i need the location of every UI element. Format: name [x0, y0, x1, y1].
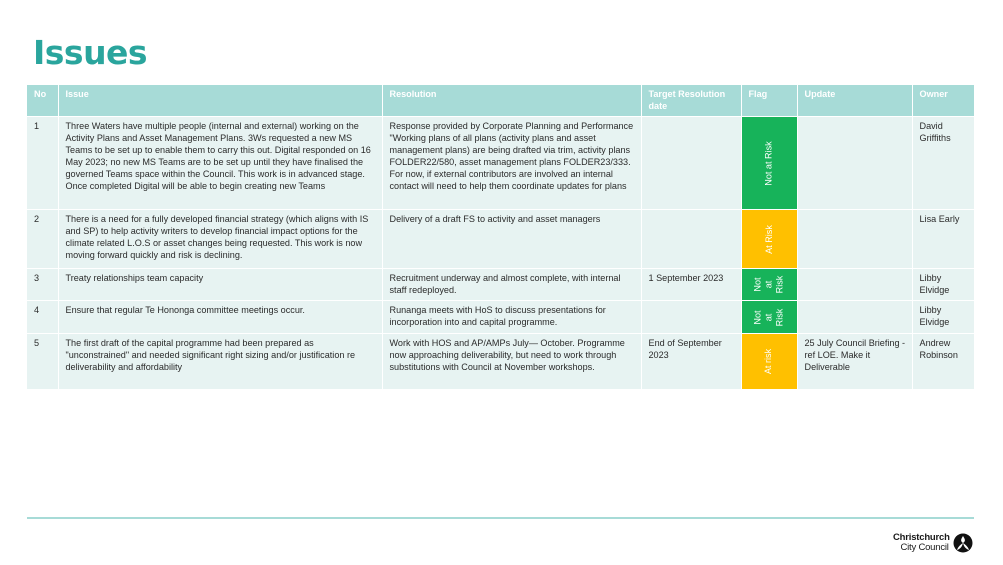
cell-resolution: Recruitment underway and almost complete, with internal staff redeployed.: [382, 269, 641, 301]
cell-owner: Libby Elvidge: [912, 301, 974, 334]
table-row: [27, 269, 974, 301]
cell-target-date: [641, 117, 741, 210]
flag-cell: [741, 269, 797, 301]
cell-target-date: [641, 210, 741, 269]
table-row: [27, 210, 974, 269]
table-row: [27, 117, 974, 210]
cell-issue: Three Waters have multiple people (internal and external) working on the Activity Plans and Asset Management Plans. 3Ws requested a new MS Teams to be set up to enable them to carry this out. Digital responded on 16 May 2023; no new MS Teams are to be set up until they have finalised the governed Teams space within the Council. This work is in advanced stage. Once completed Digital will be able to begin creating new Teams: [58, 117, 382, 210]
header-owner: Owner: [912, 85, 974, 117]
cell-target-date: [641, 301, 741, 334]
cell-issue: The first draft of the capital programme had been prepared as "unconstrained" and needed significant right sizing and/or justification re deliverability and affordability: [58, 334, 382, 389]
cell-update: [797, 117, 912, 210]
table-row: [27, 301, 974, 334]
cell-issue: Treaty relationships team capacity: [58, 269, 382, 301]
cell-no: 5: [27, 334, 58, 389]
cell-update: 25 July Council Briefing - ref LOE. Make it Deliverable: [797, 334, 912, 389]
council-emblem-icon: [953, 533, 973, 553]
cell-issue: There is a need for a fully developed financial strategy (which aligns with IS and SP) to help activity writers to develop financial impact options for the climate related L.O.S or asset changes being requested. This work is now moving forward quickly and risk is declining.: [58, 210, 382, 269]
header-target-date: Target Resolution date: [641, 85, 741, 117]
issues-table: [27, 85, 975, 389]
cell-no: 4: [27, 301, 58, 334]
flag-label: At Risk: [763, 224, 774, 254]
header-flag: Flag: [741, 85, 797, 117]
cell-no: 2: [27, 210, 58, 269]
cell-owner: Lisa Early: [912, 210, 974, 269]
flag-label: At risk: [763, 348, 774, 374]
cell-update: [797, 301, 912, 334]
cell-update: [797, 210, 912, 269]
cell-resolution: Runanga meets with HoS to discuss presentations for incorporation into and capital programme.: [382, 301, 641, 334]
header-resolution: Resolution: [382, 85, 641, 117]
logo-line1: Christchurch: [893, 532, 950, 543]
flag-cell: [741, 334, 797, 389]
header-no: No: [27, 85, 58, 117]
flag-label: Not at Risk: [752, 275, 785, 294]
flag-cell: [741, 210, 797, 269]
flag-cell: [741, 117, 797, 210]
header-issue: Issue: [58, 85, 382, 117]
cell-owner: David Griffiths: [912, 117, 974, 210]
cell-target-date: End of September 2023: [641, 334, 741, 389]
cell-resolution: Work with HOS and AP/AMPs July— October. Programme now approaching deliverability, but need to work through substitutions with Council at November workshops.: [382, 334, 641, 389]
flag-cell: [741, 301, 797, 334]
flag-label: Not at Risk: [752, 308, 785, 326]
flag-label: Not at Risk: [763, 140, 774, 186]
cell-issue: Ensure that regular Te Hononga committee meetings occur.: [58, 301, 382, 334]
cell-target-date: 1 September 2023: [641, 269, 741, 301]
table-row: [27, 334, 974, 389]
cell-no: 1: [27, 117, 58, 210]
footer-divider: [27, 517, 974, 519]
cell-resolution: Response provided by Corporate Planning and Performance "Working plans of all plans (activity plans and asset management plans) are being drafted via trim, activity plans FOLDER22/580, asset management plans FOLDER23/333. For now, if external contributors are involved an internal contact will need to help them coordinate updates for plans: [382, 117, 641, 210]
logo-line2: City Council: [900, 542, 949, 553]
header-update: Update: [797, 85, 912, 117]
council-logo: [893, 533, 973, 553]
table-header-row: [27, 85, 974, 117]
cell-resolution: Delivery of a draft FS to activity and asset managers: [382, 210, 641, 269]
cell-owner: Libby Elvidge: [912, 269, 974, 301]
cell-update: [797, 269, 912, 301]
page-title: Issues: [33, 33, 148, 72]
cell-no: 3: [27, 269, 58, 301]
cell-owner: Andrew Robinson: [912, 334, 974, 389]
